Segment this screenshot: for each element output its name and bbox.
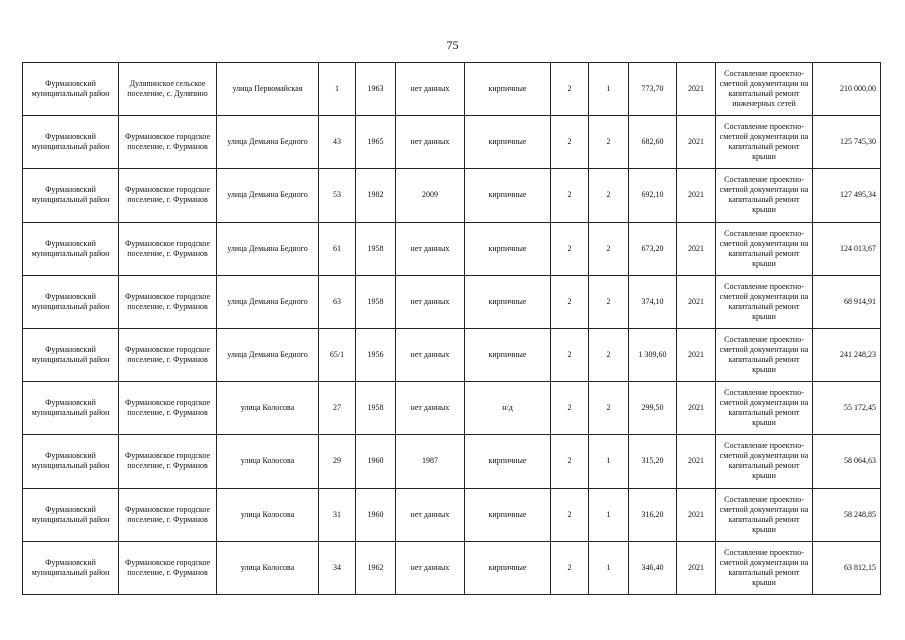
entrances-cell: 2 — [589, 382, 629, 435]
district-cell: Фурмановский муниципальный район — [23, 275, 119, 328]
street-cell: улица Демьяна Бедного — [217, 169, 319, 222]
year-repair-cell: нет данных — [396, 541, 465, 594]
area-cell: 673,20 — [629, 222, 677, 275]
year-repair-cell: нет данных — [396, 116, 465, 169]
floors-cell: 2 — [551, 169, 589, 222]
floors-cell: 2 — [551, 488, 589, 541]
floors-cell: 2 — [551, 275, 589, 328]
house-number-cell: 29 — [319, 435, 356, 488]
entrances-cell: 2 — [589, 169, 629, 222]
entrances-cell: 1 — [589, 63, 629, 116]
area-cell: 299,50 — [629, 382, 677, 435]
street-cell: улица Колосова — [217, 435, 319, 488]
wall-material-cell: кирпичные — [465, 63, 551, 116]
plan-year-cell: 2021 — [677, 328, 716, 381]
house-number-cell: 31 — [319, 488, 356, 541]
floors-cell: 2 — [551, 382, 589, 435]
plan-year-cell: 2021 — [677, 116, 716, 169]
plan-year-cell: 2021 — [677, 63, 716, 116]
year-built-cell: 1956 — [356, 328, 396, 381]
area-cell: 316,20 — [629, 488, 677, 541]
street-cell: улица Колосова — [217, 488, 319, 541]
year-repair-cell: 2009 — [396, 169, 465, 222]
settlement-cell: Фурмановское городское поселение, г. Фурманов — [119, 488, 217, 541]
table-row — [23, 382, 881, 435]
work-type-cell: Составление проектно-сметной документации на капитальный ремонт крыши — [716, 541, 813, 594]
table-row — [23, 63, 881, 116]
plan-year-cell: 2021 — [677, 222, 716, 275]
work-type-cell: Составление проектно-сметной документации на капитальный ремонт крыши — [716, 275, 813, 328]
cost-cell: 125 745,30 — [813, 116, 881, 169]
work-type-cell: Составление проектно-сметной документации на капитальный ремонт крыши — [716, 488, 813, 541]
table-row — [23, 222, 881, 275]
cost-cell: 68 914,91 — [813, 275, 881, 328]
cost-cell: 58 248,85 — [813, 488, 881, 541]
floors-cell: 2 — [551, 63, 589, 116]
work-type-cell: Составление проектно-сметной документации на капитальный ремонт крыши — [716, 222, 813, 275]
wall-material-cell: кирпичные — [465, 116, 551, 169]
work-type-cell: Составление проектно-сметной документации на капитальный ремонт крыши — [716, 328, 813, 381]
table-row — [23, 275, 881, 328]
floors-cell: 2 — [551, 222, 589, 275]
house-number-cell: 34 — [319, 541, 356, 594]
year-repair-cell: нет данных — [396, 488, 465, 541]
settlement-cell: Фурмановское городское поселение, г. Фурманов — [119, 116, 217, 169]
cost-cell: 127 495,34 — [813, 169, 881, 222]
plan-year-cell: 2021 — [677, 169, 716, 222]
area-cell: 346,40 — [629, 541, 677, 594]
table-row — [23, 169, 881, 222]
street-cell: улица Колосова — [217, 382, 319, 435]
district-cell: Фурмановский муниципальный район — [23, 63, 119, 116]
wall-material-cell: кирпичные — [465, 435, 551, 488]
year-built-cell: 1958 — [356, 275, 396, 328]
district-cell: Фурмановский муниципальный район — [23, 169, 119, 222]
entrances-cell: 2 — [589, 328, 629, 381]
district-cell: Фурмановский муниципальный район — [23, 541, 119, 594]
year-built-cell: 1963 — [356, 63, 396, 116]
entrances-cell: 2 — [589, 116, 629, 169]
cost-cell: 241 248,23 — [813, 328, 881, 381]
year-built-cell: 1960 — [356, 435, 396, 488]
wall-material-cell: кирпичные — [465, 328, 551, 381]
settlement-cell: Фурмановское городское поселение, г. Фурманов — [119, 382, 217, 435]
street-cell: улица Демьяна Бедного — [217, 116, 319, 169]
entrances-cell: 2 — [589, 222, 629, 275]
district-cell: Фурмановский муниципальный район — [23, 222, 119, 275]
work-type-cell: Составление проектно-сметной документации на капитальный ремонт крыши — [716, 169, 813, 222]
settlement-cell: Фурмановское городское поселение, г. Фурманов — [119, 222, 217, 275]
wall-material-cell: н/д — [465, 382, 551, 435]
house-number-cell: 1 — [319, 63, 356, 116]
plan-year-cell: 2021 — [677, 541, 716, 594]
year-built-cell: 1962 — [356, 541, 396, 594]
year-repair-cell: 1987 — [396, 435, 465, 488]
wall-material-cell: кирпичные — [465, 169, 551, 222]
floors-cell: 2 — [551, 541, 589, 594]
floors-cell: 2 — [551, 116, 589, 169]
settlement-cell: Фурмановское городское поселение, г. Фурманов — [119, 169, 217, 222]
year-repair-cell: нет данных — [396, 63, 465, 116]
table-row — [23, 435, 881, 488]
street-cell: улица Первомайская — [217, 63, 319, 116]
area-cell: 1 309,60 — [629, 328, 677, 381]
table-row — [23, 328, 881, 381]
district-cell: Фурмановский муниципальный район — [23, 488, 119, 541]
year-built-cell: 1965 — [356, 116, 396, 169]
settlement-cell: Фурмановское городское поселение, г. Фурманов — [119, 275, 217, 328]
house-number-cell: 27 — [319, 382, 356, 435]
cost-cell: 63 812,15 — [813, 541, 881, 594]
district-cell: Фурмановский муниципальный район — [23, 328, 119, 381]
house-number-cell: 63 — [319, 275, 356, 328]
page-number: 75 — [446, 38, 459, 52]
settlement-cell: Фурмановское городское поселение, г. Фурманов — [119, 328, 217, 381]
table-row — [23, 116, 881, 169]
house-number-cell: 53 — [319, 169, 356, 222]
wall-material-cell: кирпичные — [465, 222, 551, 275]
cost-cell: 58 064,63 — [813, 435, 881, 488]
table-row — [23, 488, 881, 541]
entrances-cell: 1 — [589, 541, 629, 594]
floors-cell: 2 — [551, 435, 589, 488]
year-built-cell: 1982 — [356, 169, 396, 222]
plan-year-cell: 2021 — [677, 382, 716, 435]
street-cell: улица Демьяна Бедного — [217, 222, 319, 275]
district-cell: Фурмановский муниципальный район — [23, 382, 119, 435]
year-repair-cell: нет данных — [396, 275, 465, 328]
plan-year-cell: 2021 — [677, 488, 716, 541]
year-repair-cell: нет данных — [396, 328, 465, 381]
settlement-cell: Дуляпинское сельское поселение, с. Дуляпино — [119, 63, 217, 116]
plan-year-cell: 2021 — [677, 275, 716, 328]
work-type-cell: Составление проектно-сметной документации на капитальный ремонт крыши — [716, 435, 813, 488]
plan-year-cell: 2021 — [677, 435, 716, 488]
work-type-cell: Составление проектно-сметной документации на капитальный ремонт крыши — [716, 382, 813, 435]
table-row — [23, 541, 881, 594]
street-cell: улица Демьяна Бедного — [217, 275, 319, 328]
work-type-cell: Составление проектно-сметной документации на капитальный ремонт инженерных сетей — [716, 63, 813, 116]
work-type-cell: Составление проектно-сметной документации на капитальный ремонт крыши — [716, 116, 813, 169]
year-built-cell: 1960 — [356, 488, 396, 541]
entrances-cell: 1 — [589, 488, 629, 541]
area-cell: 692,10 — [629, 169, 677, 222]
area-cell: 315,20 — [629, 435, 677, 488]
wall-material-cell: кирпичные — [465, 488, 551, 541]
repair-table — [22, 62, 881, 595]
year-built-cell: 1958 — [356, 222, 396, 275]
entrances-cell: 1 — [589, 435, 629, 488]
area-cell: 374,10 — [629, 275, 677, 328]
wall-material-cell: кирпичные — [465, 541, 551, 594]
house-number-cell: 43 — [319, 116, 356, 169]
cost-cell: 55 172,45 — [813, 382, 881, 435]
district-cell: Фурмановский муниципальный район — [23, 116, 119, 169]
cost-cell: 210 000,00 — [813, 63, 881, 116]
cost-cell: 124 013,67 — [813, 222, 881, 275]
street-cell: улица Колосова — [217, 541, 319, 594]
house-number-cell: 65/1 — [319, 328, 356, 381]
year-built-cell: 1958 — [356, 382, 396, 435]
street-cell: улица Демьяна Бедного — [217, 328, 319, 381]
settlement-cell: Фурмановское городское поселение, г. Фурманов — [119, 435, 217, 488]
floors-cell: 2 — [551, 328, 589, 381]
year-repair-cell: нет данных — [396, 382, 465, 435]
house-number-cell: 61 — [319, 222, 356, 275]
year-repair-cell: нет данных — [396, 222, 465, 275]
wall-material-cell: кирпичные — [465, 275, 551, 328]
area-cell: 682,60 — [629, 116, 677, 169]
settlement-cell: Фурмановское городское поселение, г. Фурманов — [119, 541, 217, 594]
district-cell: Фурмановский муниципальный район — [23, 435, 119, 488]
area-cell: 773,70 — [629, 63, 677, 116]
entrances-cell: 2 — [589, 275, 629, 328]
